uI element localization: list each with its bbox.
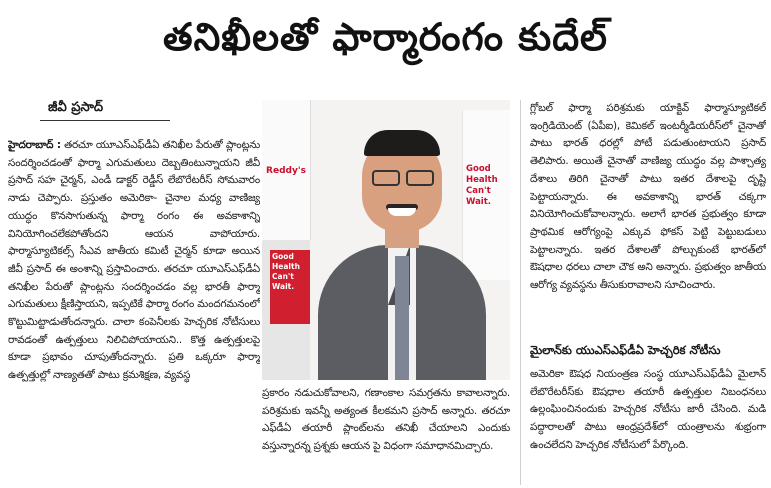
right-column-text: గ్లోబల్ ఫార్మా పరిశ్రమకు యాక్టివ్ ఫార్మాస్యూటికల్ ఇంగ్రిడియెంట్ (ఏపీఐ), కెమికల్ ఇంటర్మీడియరీస్‌లో చైనాతో పాటు భారత్ ధరల్లో పోటీ పడుతుంటాయని ప్రసాద్ తెలిపారు. అయితే చైనాతో వాణిజ్య యుద్ధం వల్ల పాశ్చాత్య దేశాలు తిరిగి చైనాతో పాటు ఇతర దేశాలపై దృష్టి పెట్టాయన్నారు. ఈ అవకాశాన్ని భారత్ చక్కగా వినియోగించుకోవాలన్నారు. అలాగే భారత ప్రభుత్వం కూడా ప్రాథమిక ఆరోగ్యంపై ఎక్కువ ఫోకస్ పెట్టి పెట్టుబడులు పెట్టాలన్నారు. ఇతర దేశాలతో పోల్చుకుంటే భారత్‌లో ఔషధాల ధరలు చాలా చౌక అని అన్నారు. ప్రభుత్వం జాతీయ ఆరోగ్య వ్యవస్థను తీసుకురావాలని సూచించారు. (530, 102, 766, 292)
dateline: హైదరాబాద్ : (8, 139, 61, 151)
article-body-left (8, 137, 260, 385)
person-hair (364, 130, 440, 156)
article-column-right-lower (530, 366, 766, 486)
left-column-text: తరచూ యూఎస్‌ఎఫ్‌డీఏ తనిఖీల పేరుతో ప్లాంట్లను సందర్శించడంతో ఫార్మా ఎగుమతులు దెబ్బతింటున్నాయని జీవీ ప్రసాద్ సహ చైర్మన్, ఎండీ డాక్టర్ రెడ్డీస్ లేబొరేటరీస్ సోమవారం నాడు చెప్పారు. ప్రస్తుతం అమెరికా- చైనాల మధ్య వాణిజ్య యుద్ధం కొనసాగుతున్న ఫార్మా రంగం ఈ అవకాశాన్ని వినియోగించలేకపోతోందని ఆయన వాపోయారు. ఫార్మాస్యూటికల్స్ సీఎవ జాతీయ కమిటీ చైర్మన్ కూడా అయిన జీవీ ప్రసాద్ ఈ అంశాన్ని ప్రస్తావించారు. తరచూ యూఎస్‌ఎఫ్‌డీఏ తనిఖీల పేరుతో ప్లాంట్లను సందర్శించడం వల్ల భారతీ ఫార్మా ఎగుమతులు క్షీణిస్తాయని, ఇప్పటికే ఫార్మా రంగం మందగమనంలో కొట్టుమిట్టాడుతోందన్నారు. చాలా కంపెనీలకు హెచ్చరిక నోటీసులు రావడంతో ఉత్పత్తులు నిలిచిపోయాయని.. కొత్త ఉత్పత్తులపై కూడా ప్రభావం చూపుతోందన్నారు. ప్రతి ఒక్కరూ ఫార్మా ఉత్పత్తుల్లో నాణ్యతతో పాటు క్రమశిక్షణ, వ్యవస్థ (8, 139, 260, 382)
column-divider (520, 100, 521, 485)
person-glasses (368, 170, 436, 184)
photo-slogan-board: Good Health Can't Wait. (270, 250, 310, 324)
headline: తనిఖీలతో ఫార్మారంగం కుదేల్ (163, 15, 608, 59)
subheadline: మైలాన్‌కు యుఎస్‌ఎఫ్‌డీఏ హెచ్చరిక నోటీసు (530, 343, 721, 357)
photo-brand-text: Reddy's (266, 166, 306, 176)
person-tie (395, 256, 409, 380)
article-column-left (8, 137, 260, 487)
byline: జీవీ ప్రసాద్ (48, 100, 104, 115)
right-column-lower-text: అమెరికా ఔషధ నియంత్రణ సంస్థ యూఎస్‌ఎఫ్‌డీఏ మైలాన్ లేబొరేటరీస్‌కు ఔషధాల తయారీ ఉత్పత్తుల నిబంధనలు ఉల్లంఘించినందుకు హెచ్చరిక నోటీసు జారీ చేసింది. మడి పద్ధారాలతో పాటు ఆంధ్రప్రదేశ్‌లో యంత్రాలను శుభ్రంగా ఉంచలేదని హెచ్చరిక నోటీసులో పేర్కొంది. (530, 368, 766, 451)
byline-rule (40, 120, 170, 121)
article-column-middle (262, 385, 510, 485)
person-smile (388, 208, 416, 216)
article-column-right (530, 100, 766, 340)
photo-right-slogan: Good Health Can't Wait. (466, 164, 498, 207)
article-photo (262, 100, 510, 380)
middle-column-text: ప్రకారం నడుచుకోవాలని, గణాంకాల సమగ్రతను కావాలన్నారు. పరిశ్రమకు ఇవన్నీ అత్యంత కీలకమని ప్రసాద్ అన్నారు. తరచూ ఎఫ్‌డీఏ తయారీ ప్లాంట్‌లను తనిఖీ చేయాలని ఎందుకు వస్తున్నారన్న ప్రశ్నకు ఆయన పై విధంగా సమాధానమిచ్చారు. (262, 387, 510, 453)
